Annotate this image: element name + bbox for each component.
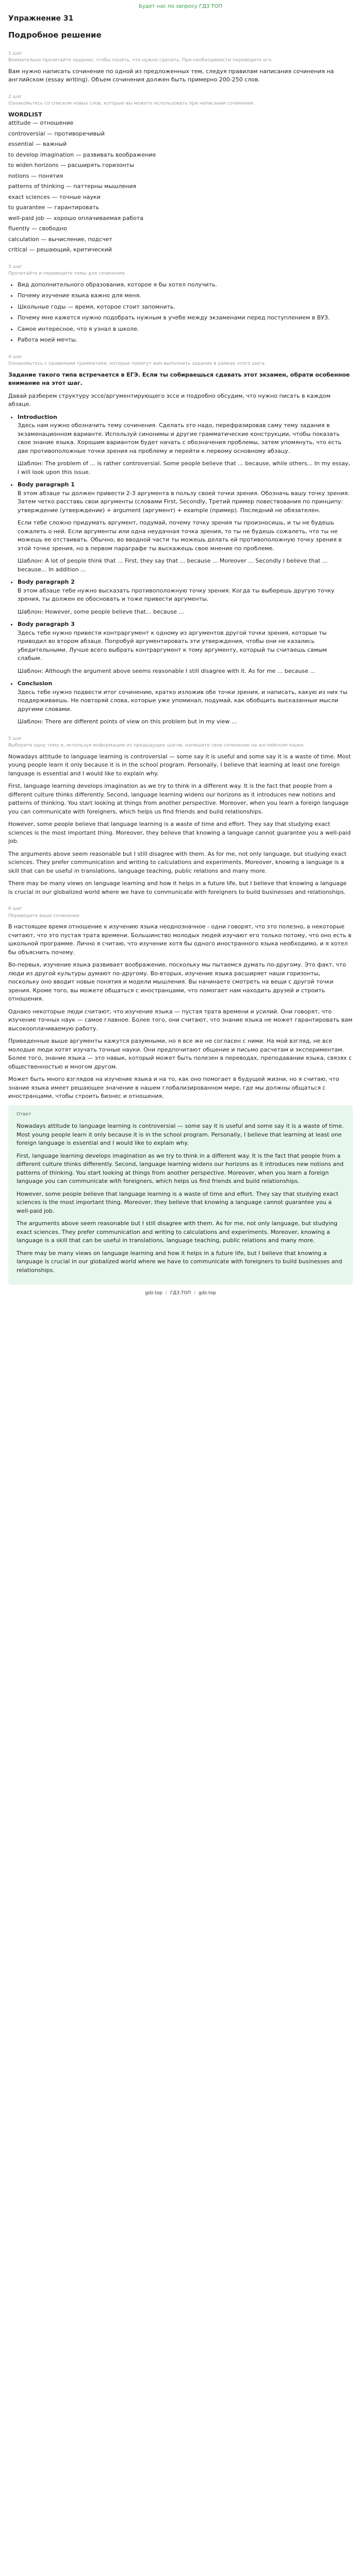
step-label: 6 шаг [8, 906, 23, 911]
translation-paragraph: Может быть много взглядов на изучение языка и на то, как оно помогает в будущей жизни, но я считаю, что знание языка имеет решающее значение в нашем глобализированном мире, где мы должны общаться с иностранцами, чтобы строить бизнес и отношения. [8, 1076, 339, 1099]
section-paragraph: Шаблон: Although the argument above seems reasonable I still disagree with it. As for me ... because ... [18, 667, 316, 674]
section-title: • Introduction [18, 413, 57, 420]
step-2 [8, 94, 353, 255]
word-item: calculation — вычисление, подсчет [8, 235, 112, 243]
structure-section [18, 680, 353, 726]
step-label: 5 шаг [8, 736, 23, 741]
word-item: fluently — свободно [8, 225, 67, 232]
step-intro-bold: Задание такого типа встречается в ЕГЭ. Если ты собираешься сдавать этот экзамен, обрати особенное внимание на этот шаг. [8, 371, 350, 386]
step-description: Внимательно прочитайте задание, чтобы понять, что нужно сделать. При необходимости переведите его. [8, 58, 273, 63]
footer [8, 1285, 353, 1306]
essay-paragraph: The arguments above seem reasonable but I still disagree with them. As for me, not only language, but studying exact sciences. They prefer communication and writing to calculations and experiments. Moreover, knowing a language is a skill that can be useful in translations, language teaching, public relations and many more. [8, 850, 347, 874]
essay-paragraph: There may be many views on language learning and how it helps in a future life, but I believe that knowing a language is crucial in our globalized world where we have to communicate with foreigners to build businesses and relationships. [8, 880, 347, 895]
answer-paragraph: First, language learning develops imagination as we try to think in a different way. It is the fact that people from a different culture thinks differently. Second, language learning widens our horizons as it introduces new notions and patterns of thinking. You start looking at things from another perspective. Moreover, when you learn a foreign language you can communicate with foreigners, which helps us find friends and build relationships. [17, 1152, 344, 1184]
word-item: well-paid job — хорошо оплачиваемая работа [8, 214, 143, 222]
essay-structure [8, 413, 353, 726]
footer-link[interactable]: gdz.top [145, 1291, 162, 1296]
step-6 [8, 906, 353, 1101]
word-item: controversial — противоречивый [8, 130, 105, 137]
translation-paragraph: Во-первых, изучение языка развивает воображение, поскольку мы пытаемся думать по-другому. Это факт, что люди из другой культуры думают по-другому. Во-вторых, изучение языка расширяет наши горизонты, поскольку оно вводит новые понятия и модели мышления. Вы начинаете смотреть на вещи с другой точки зрения. Кроме того, вы можете общаться с иностранцами, что помогает нам находить друзей и строить отношения. [8, 961, 346, 1002]
structure-section [18, 481, 353, 574]
solution-title: Подробное решение [8, 30, 102, 40]
topic-list [8, 281, 353, 345]
separator: / [194, 1291, 196, 1296]
topic-item: • Работа моей мечты. [18, 336, 353, 345]
section-paragraph: В этом абзаце ты должен привести 2-3 аргумента в пользу своей точки зрения. Обозначь вашу точку зрения. Затем четко расставь свои аргументы (словами First, Secondly, Третий пример повествования по принципу: утверждение (утверждение) + argument (аргумент) + example (пример). Последний не обязателен. [18, 489, 350, 514]
section-paragraph: Шаблон: There are different points of view on this problem but in my view ... [18, 718, 237, 725]
word-item: essential — важный [8, 141, 67, 147]
step-label: 3 шаг [8, 264, 23, 269]
word-item: exact sciences — точные науки [8, 193, 101, 200]
exercise-title: Упражнение 31 [8, 14, 74, 23]
section-paragraph: Шаблон: The problem of ... is rather controversial. Some people believe that ... because, while others... In my essay, I will look upon this issue. [18, 460, 351, 476]
step-description: Переведите ваше сочинение. [8, 913, 81, 919]
answer-card [8, 1105, 353, 1285]
word-item: to develop imagination — развивать воображение [8, 151, 156, 158]
step-description: Ознакомьтесь со списком новых слов, которые вы можете использовать при написании сочинения. [8, 101, 255, 106]
word-item: to guarantee — гарантировать [8, 204, 100, 211]
topic-item: • Почему изучение языка важно для меня. [18, 292, 353, 300]
section-title: • Conclusion [18, 680, 53, 687]
step-text: Вам нужно написать сочинение по одной из предложенных тем, следуя правилам написания сочинения на английском (essay writing). Объем сочинения должен быть примерно 200-250 слов. [8, 67, 334, 83]
section-paragraph: Если тебе сложно придумать аргумент, подумай, почему точку зрения ты произносишь, и ты не будешь сожалеть о ней. Если аргументы или одна неудачная точка зрения, то ты не будешь сожалеть, что ты не можешь ее отстаивать. Обычно, во вводной части ты можешь делать ей противоположную точку зрения в этой точке зрения, но в первом параграфе ты выскажешь свое мнение по проблеме. [18, 519, 342, 552]
section-paragraph: Здесь тебе нужно привести контраргумент к одному из аргументов другой точки зрения, которые ты приводил во втором абзаце. Попробуй аргументировать эти утверждения, чтобы они не казались убедительными. Лучше всего выбрать контраргумент к тому аргументу, который ты считаешь самым слабым. [18, 629, 327, 662]
section-title: • Body paragraph 1 [18, 481, 75, 488]
main-content [0, 13, 361, 1306]
word-item: to widen horizons — расширять горизонты [8, 162, 134, 168]
section-title: • Body paragraph 2 [18, 579, 75, 585]
step-label: 4 шаг [8, 354, 23, 360]
separator: / [165, 1291, 167, 1296]
structure-section [18, 413, 353, 477]
translation-paragraph: В настоящее время отношение к изучению языка неоднозначное - одни говорят, что это полезно, а некоторые считают, что это пустая трата времени. Большинство молодых людей изучают его только потому, что оно есть в школьной программе. Лично я считаю, что изучение хотя бы одного иностранного языка необходимо, и я хотел бы объяснить почему. [8, 923, 352, 956]
footer-link[interactable]: ГДЗ.ТОП [170, 1291, 191, 1296]
step-label: 2 шаг [8, 94, 23, 99]
topic-item: • Самое интересное, что я узнал в школе. [18, 325, 353, 334]
answer-paragraph: However, some people believe that language learning is a waste of time and effort. They say that studying exact sciences is the most important thing. Moreover, they believe that knowing a language cannot guarantee you a well-paid job. [17, 1190, 339, 1214]
answer-label: Ответ [17, 1111, 31, 1117]
step-1 [8, 50, 353, 84]
translation-paragraph: Однако некоторые люди считают, что изучение языка — пустая трата времени и усилий. Они говорят, что изучение точных наук — самое главное. Более того, они считают, что знание языка не может гарантировать вам высокооплачиваемую работу. [8, 1008, 353, 1032]
structure-section [18, 578, 353, 616]
wordlist [8, 119, 353, 255]
wordlist-heading: WORDLIST [8, 111, 42, 118]
topic-item: • Школьные годы — время, которое стоит запомнить. [18, 303, 353, 312]
section-paragraph: Здесь тебе нужно подвести итог сочинению, кратко изложив обе точки зрения, и написать, какую из них ты поддерживаешь. Не повторяй слова, которые уже упоминал, подумай, как обобщить высказанные мысли другими словами. [18, 688, 348, 713]
step-description: Выберите одну тему и, используя информацию из предыдущих шагов, напишите свое сочинение на английском языке. [8, 743, 305, 748]
essay-paragraph: First, language learning develops imagination as we try to think in a different way. It is the fact that people from a different culture thinks differently. Second, language learning widens our horizons as it introduces new notions and patterns of thinking. You start looking at things from another perspective. Moreover, when you learn a foreign language you can communicate with foreigners, which helps us find friends and build relationships. [8, 783, 349, 815]
translation-paragraph: Приведенные выше аргументы кажутся разумными, но я все же не согласен с ними. На мой взгляд, не все молодые люди хотят изучать точные науки. Они предпочитают общение и письмо расчетам и экспериментам. Более того, знание языка — это навык, который может быть полезен в переводах, преподавании языка, связях с общественностью и многом другом. [8, 1038, 352, 1070]
step-intro: Давай разберем структуру эссе/аргументирующего эссе и подробно обсудим, что нужно писать в каждом абзаце. [8, 392, 331, 408]
word-item: attitude — отношение [8, 120, 74, 126]
answer-paragraph: There may be many views on language learning and how it helps in a future life, but I believe that knowing a language is crucial in our globalized world where we have to communicate with foreigners to build businesses and relationships. [17, 1249, 342, 1274]
topic-item: • Вид дополнительного образования, которое я бы хотел получить. [18, 281, 353, 290]
word-item: notions — понятия [8, 172, 63, 179]
section-title: • Body paragraph 3 [18, 621, 75, 628]
structure-section [18, 620, 353, 675]
section-paragraph: Здесь нам нужно обозначить тему сочинения. Сделать это надо, перефразировав саму тему задания в экзаменационном варианте. Используй синонимы и другие грамматические конструкции, чтобы показать свое знание языка. Хорошим вариантом будет начать с обозначения проблемы, затем упомянуть, что есть две противоположные точки зрения на проблему и перейти к первому основному абзацу. [18, 422, 341, 454]
section-paragraph: Шаблон: A lot of people think that ... First, they say that ... because ... Moreover ... Secondly I believe that ... because... In addition ... [18, 557, 328, 573]
topic-item: • Почему мне кажется нужно подобрать нужным в учебе между экзаменами перед поступлением в ВУЗ. [18, 314, 353, 323]
top-banner [0, 0, 361, 9]
answer-paragraph: The arguments above seem reasonable but I still disagree with them. As for me, not only language, but studying exact sciences. They prefer communication and writing to calculations and experiments. Moreover, knowing a language is a skill that can be useful in translations, language teaching, public relations and many more. [17, 1220, 338, 1244]
essay-paragraph: However, some people believe that language learning is a waste of time and effort. They say that studying exact sciences is the most important thing. Moreover, they believe that knowing a language cannot guarantee you a well-paid job. [8, 821, 351, 844]
answer-paragraph: Nowadays attitude to language learning is controversial — some say it is useful and some say it is a waste of time. Most young people learn it only because it is in the school program. Personally, I believe that learning at least one foreign language is essential and I would like to explain why. [17, 1123, 344, 1146]
step-description: Ознакомьтесь с правилами грамматики, которые помогут вам выполнить задание в рамках этого шага. [8, 361, 266, 366]
top-banner-link[interactable]: Будет нас по запросу ГДЗ ТОП [138, 4, 223, 9]
step-label: 1 шаг [8, 50, 23, 56]
section-paragraph: В этом абзаце тебе нужно высказать противоположную точку зрения. Когда ты выберешь другую точку зрения, ты должен ее обосновать и тоже привести аргументы. [18, 587, 335, 602]
word-item: patterns of thinking — паттерны мышления [8, 183, 137, 190]
word-item: critical — решающий, критический [8, 246, 112, 253]
footer-link[interactable]: gdz.top [199, 1291, 216, 1296]
step-4 [8, 354, 353, 726]
section-paragraph: Шаблон: However, some people believe that... because ... [18, 608, 184, 615]
step-3 [8, 264, 353, 345]
step-description: Прочитайте и переведите темы для сочинения. [8, 271, 126, 276]
step-5 [8, 736, 353, 897]
essay-paragraph: Nowadays attitude to language learning is controversial — some say it is useful and some say it is a waste of time. Most young people learn it only because it is in the school program. Personally, I believe that learning at least one foreign language is essential and I would like to explain why. [8, 753, 351, 777]
